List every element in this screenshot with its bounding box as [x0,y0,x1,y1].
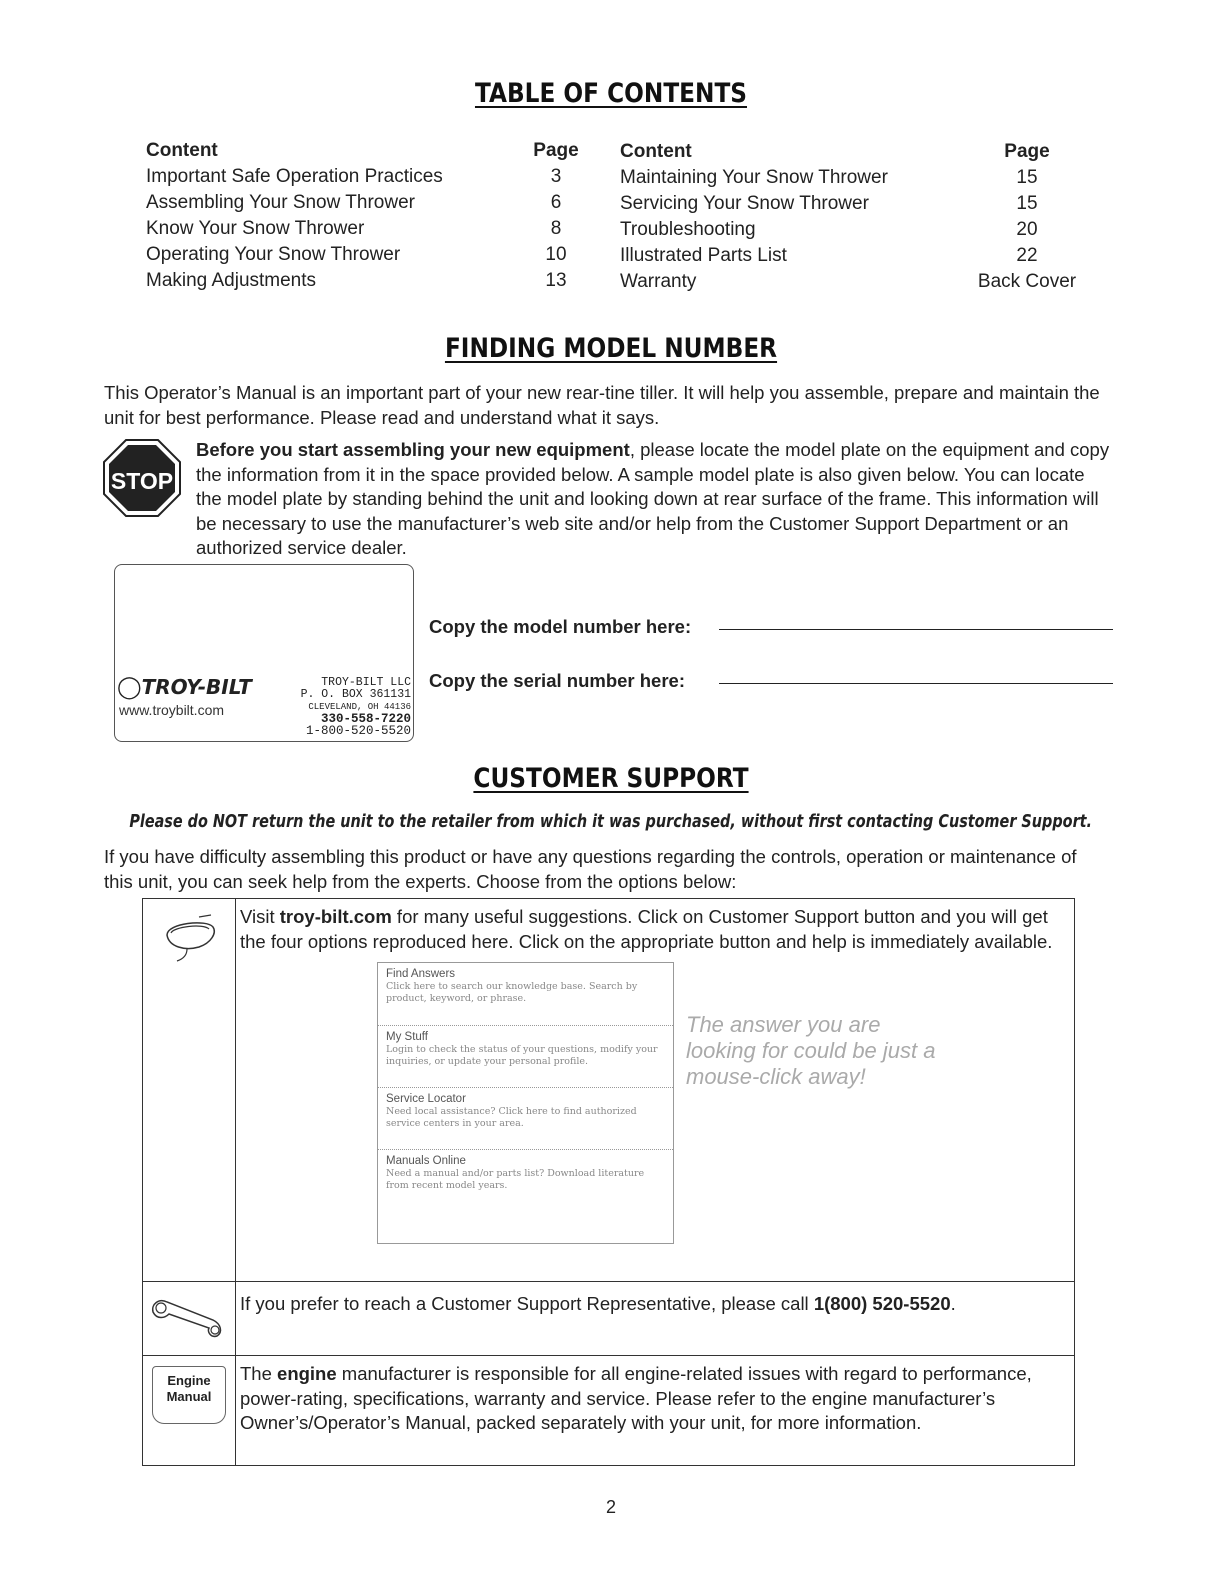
toc-entry-title: Servicing Your Snow Thrower [620,193,869,214]
toc-row [620,217,1082,243]
toc-entry-page: Back Cover [977,271,1077,292]
web-option-desc: Need local assistance? Click here to find authorized service centers in your area. [386,1106,637,1129]
toc-entry-title: Warranty [620,271,697,292]
web-option-button[interactable] [378,1087,673,1149]
toc-entry-title: Troubleshooting [620,219,756,240]
toc-entry-page: 10 [545,244,567,265]
web-option-button[interactable] [378,1149,673,1211]
plate-address [289,677,411,737]
engine-bold: engine [277,1363,337,1384]
mouse-icon [143,899,235,970]
toc-entry-title: Making Adjustments [146,270,317,291]
serial-number-field[interactable] [719,683,1113,684]
toc-row [146,242,586,268]
toc-entry-title: Maintaining Your Snow Thrower [620,167,888,188]
web-option-title: Service Locator [386,1093,466,1105]
toc-entry-page: 20 [1016,219,1038,240]
phone-cell-text [236,1282,1075,1356]
toc-left-column [146,138,586,294]
toc-row [620,243,1082,269]
toc-content-header: Content [146,140,218,161]
toc-row [146,164,586,190]
web-option-button[interactable] [378,963,673,1025]
toc-right-column [620,139,1082,295]
phone-post: . [950,1293,956,1314]
web-rest: for many useful suggestions. Click on Customer Support button and you will get the four options reproduced here. Click on the appropriate button and help is immediately available. [240,906,1053,952]
toc-entry-title: Assembling Your Snow Thrower [146,192,415,213]
toc-entry-page: 6 [550,192,562,213]
toc-heading: TABLE OF CONTENTS [474,78,748,109]
toc-row [620,269,1082,295]
model-heading: FINDING MODEL NUMBER [444,333,778,364]
engine-cell-icon [143,1356,236,1466]
support-heading: CUSTOMER SUPPORT [473,763,749,794]
web-link[interactable]: troy-bilt.com [279,906,392,927]
plate-phone1: 330-558-7220 [320,712,411,726]
model-notice [196,438,1111,561]
stop-label: STOP [110,468,174,494]
toc-entry-page: 15 [1016,167,1038,188]
serial-number-label: Copy the serial number here: [429,670,685,691]
web-option-title: My Stuff [386,1031,428,1043]
model-notice-text: , please locate the model plate on the equipment and copy the information from it in the space provided below. A sample model plate is also given below. You can locate the model plate by standing behind the unit and looking down at rear surface of the frame. This information will be necessary to use the manufacturer’s web site and/or help from the Customer Support Department or an authorized service dealer. [196,439,1110,558]
toc-entry-page: 8 [550,218,562,239]
toc-row [620,165,1082,191]
web-tagline: The answer you are looking for could be just a mouse-click away! [686,1012,936,1089]
toc-entry-title: Know Your Snow Thrower [146,218,365,239]
web-cell-icon [143,899,236,1282]
web-pre: Visit [240,906,280,927]
engine-manual-book-icon [152,1366,226,1424]
toc-entry-page: 13 [545,270,567,291]
toc-page-header: Page [533,140,579,161]
toc-content-header: Content [620,141,692,162]
engine-icon-line1: Engine [167,1373,211,1388]
web-option-desc: Click here to search our knowledge base. Search by product, keyword, or phrase. [386,981,638,1004]
phone-number: 1(800) 520-5520 [813,1293,951,1314]
engine-pre: The [240,1363,278,1384]
engine-cell-text [236,1356,1075,1466]
plate-pobox: P. O. BOX 361131 [300,688,411,701]
toc-entry-title: Illustrated Parts List [620,245,787,266]
toc-row [146,216,586,242]
web-option-title: Find Answers [386,968,456,980]
engine-icon-line2: Manual [166,1389,212,1404]
model-notice-bold: Before you start assembling your new equipment [196,439,630,460]
phone-icon [143,1282,235,1347]
web-options-panel [377,962,674,1244]
support-options-table [142,898,1075,1466]
support-row-engine [143,1356,1075,1466]
page-number: 2 [605,1497,616,1517]
toc-entry-page: 15 [1016,193,1038,214]
support-row-web [143,899,1075,1282]
support-intro: If you have difficulty assembling this product or have any questions regarding the controls, operation or maintenance of this unit, you can seek help from the experts. Choose from the options below: [104,846,1077,892]
toc-entry-page: 22 [1016,245,1038,266]
toc-row [146,190,586,216]
web-option-desc: Need a manual and/or parts list? Download literature from recent model years. [386,1168,645,1191]
phone-pre: If you prefer to reach a Customer Support Representative, please call [240,1293,814,1314]
plate-logo-circle-icon: ◯ [117,675,142,700]
toc-row [620,191,1082,217]
web-option-desc: Login to check the status of your questions, modify your inquiries, or update your personal profile. [386,1044,658,1067]
model-number-label: Copy the model number here: [429,616,692,637]
support-warning: Please do NOT return the unit to the retailer from which it was purchased, without first contacting Customer Support. [129,811,1093,832]
support-warning-wrap [0,811,1222,832]
support-row-phone [143,1282,1075,1356]
toc-row [146,268,586,294]
toc-entry-title: Important Safe Operation Practices [146,166,443,187]
plate-city: CLEVELAND, OH 44136 [308,702,411,712]
stop-sign-icon [102,438,182,518]
plate-company: TROY-BILT LLC [321,676,411,689]
toc-entry-title: Operating Your Snow Thrower [146,244,401,265]
model-intro: This Operator’s Manual is an important part of your new rear-tine tiller. It will help you assemble, prepare and maintain the unit for best performance. Please read and understand what it says. [104,382,1100,428]
plate-logo: ◯TROY-BILT [117,675,252,700]
model-number-field[interactable] [719,629,1113,630]
engine-rest: manufacturer is responsible for all engine-related issues with regard to performance, power-rating, specifications, warranty and service. Please refer to the engine manufacturer’s Owner’s/Operator’s Manual, packed separately with your unit, for more information. [240,1363,1032,1433]
plate-website: www.troybilt.com [119,702,225,718]
web-option-button[interactable] [378,1025,673,1087]
toc-page-header: Page [1004,141,1050,162]
web-cell-text [236,899,1075,1282]
plate-phone2: 1-800-520-5520 [305,724,411,738]
sample-model-plate [114,564,414,742]
toc-entry-page: 3 [550,166,562,187]
web-option-title: Manuals Online [386,1155,466,1167]
phone-cell-icon [143,1282,236,1356]
